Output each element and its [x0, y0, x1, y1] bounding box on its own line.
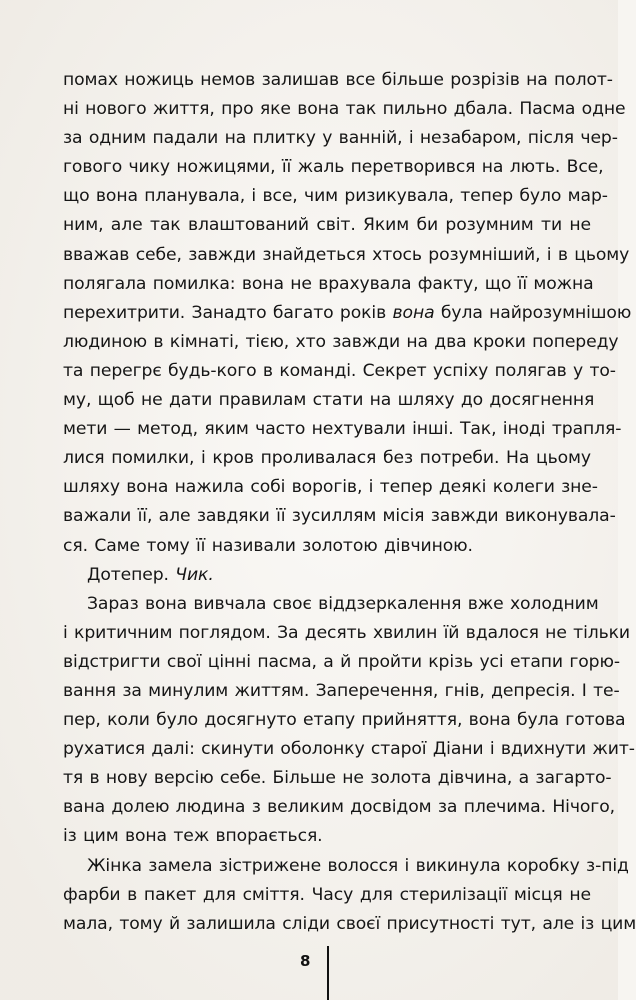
- text-line: помах ножиць немов залишав все більше розрізів на полот-: [63, 70, 613, 90]
- text-line: людиною в кімнаті, тією, хто завжди на два кроки попереду: [63, 331, 619, 352]
- text-line: шляху вона нажила собі ворогів, і тепер деякі колеги зне-: [63, 477, 598, 498]
- text-line: та перегрє будь-кого в команді. Секрет успіху полягав у то-: [63, 360, 616, 381]
- text-line: Зараз вона вивчала своє віддзеркалення вже холодним: [87, 593, 599, 614]
- text-line: тя в нову версію себе. Більше не золота дівчина, а загарто-: [63, 768, 612, 789]
- text-line: [63, 561, 591, 590]
- text-line: фарби в пакет для сміття. Часу для стерилізації місця не: [63, 884, 591, 905]
- text-line: ні нового життя, про яке вона так пильно дбала. Пасма одне: [63, 99, 626, 120]
- text-line: рухатися далі: скинути оболонку старої Діани і вдихнути жит-: [63, 739, 635, 760]
- text-line: пер, коли було досягнуто етапу прийняття, вона була готова: [63, 710, 626, 731]
- page-footer: [0, 946, 618, 1000]
- text-run: Дотепер.: [87, 564, 176, 585]
- text-run: була найрозумнішою: [434, 302, 632, 323]
- text-line: важали її, але завдяки її зусиллям місія завжди виконувала-: [63, 506, 616, 527]
- page-number: 8: [300, 952, 311, 970]
- text-line: мети — метод, яким часто нехтували інші. Так, іноді трапля-: [63, 419, 622, 440]
- text-line: ним, але так влаштований світ. Яким би розумним ти не: [63, 215, 591, 236]
- text-line: і критичним поглядом. За десять хвилин їй вдалося не тільки: [63, 622, 631, 643]
- text-line: лися помилки, і кров проливалася без потреби. На цьому: [63, 448, 591, 469]
- text-line: що вона планувала, і все, чим ризикувала, тепер було мар-: [63, 186, 608, 207]
- text-line: вважав себе, завжди знайдеться хтось розумніший, і в цьому: [63, 244, 630, 265]
- text-line: мала, тому й залишила сліди своєї присутності тут, але із цим: [63, 913, 636, 934]
- text-line: му, щоб не дати правилам стати на шляху до досягнення: [63, 390, 595, 411]
- italic-run: Чик.: [175, 564, 214, 585]
- footer-divider: [327, 946, 329, 1000]
- italic-run: вона: [392, 302, 435, 323]
- text-line: полягала помилка: вона не врахувала факту, що її можна: [63, 273, 594, 294]
- text-line: вання за минулим життям. Заперечення, гнів, депресія. І те-: [63, 680, 620, 701]
- text-line: із цим вона теж впорається.: [63, 826, 323, 847]
- body-text: [63, 66, 636, 939]
- text-line: ся. Саме тому її називали золотою дівчиною.: [63, 535, 473, 556]
- text-line: відстригти свої цінні пасма, а й пройти крізь усі етапи горю-: [63, 651, 620, 672]
- text-line: гового чику ножицями, її жаль перетворився на лють. Все,: [63, 157, 604, 178]
- text-line: вана долею людина з великим досвідом за плечима. Нічого,: [63, 797, 616, 818]
- text-line: Жінка замела зістрижене волосся і викинула коробку з-під: [87, 855, 629, 876]
- text-run: перехитрити. Занадто багато років: [63, 302, 393, 323]
- text-line: [63, 299, 632, 328]
- text-line: за одним падали на плитку у ванній, і незабаром, після чер-: [63, 128, 618, 149]
